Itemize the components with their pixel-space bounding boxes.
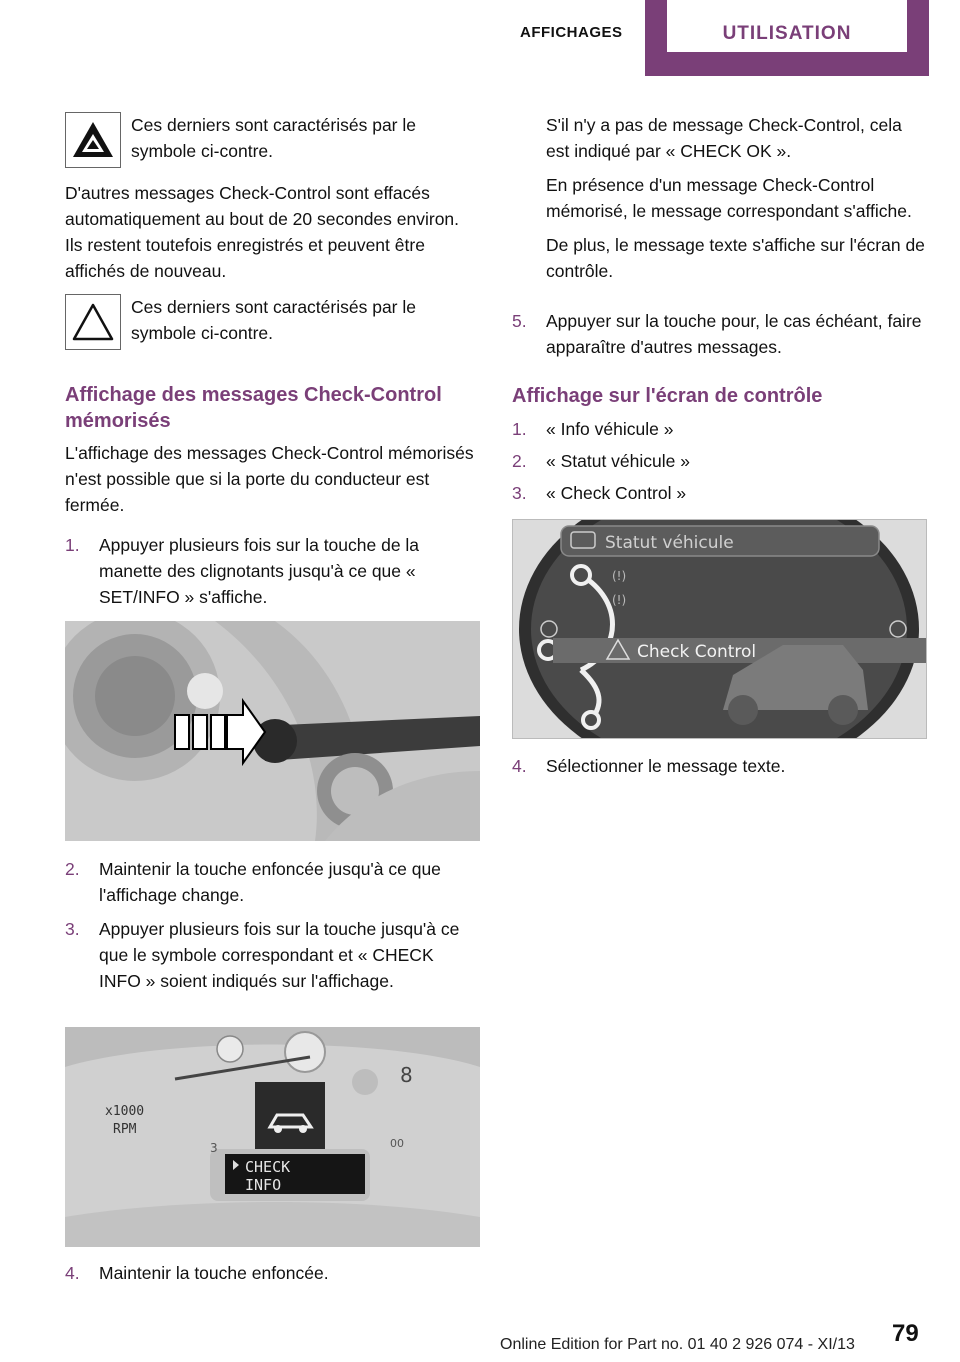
list-number: 2. — [65, 859, 80, 879]
list-item — [512, 416, 930, 444]
warning-filled-icon — [65, 112, 121, 168]
cluster-display-line-2: INFO — [245, 1176, 282, 1194]
list-number: 4. — [512, 756, 527, 776]
screen-title: Statut véhicule — [605, 533, 734, 553]
list-number: 1. — [65, 535, 80, 555]
list-item — [65, 532, 477, 612]
section-title: AFFICHAGES — [520, 24, 623, 41]
list-item — [65, 1260, 477, 1288]
list-text: « Statut véhicule » — [546, 451, 690, 471]
list-number: 4. — [65, 1263, 80, 1283]
instrument-cluster-photo — [65, 1027, 480, 1247]
list-number: 3. — [65, 919, 80, 939]
warning-outline-icon — [65, 294, 121, 350]
list-text: Sélectionner le message texte. — [546, 756, 786, 776]
chapter-tab — [645, 0, 929, 76]
list-item — [512, 308, 930, 362]
list-item — [512, 753, 930, 781]
paragraph-check-ok: S'il n'y a pas de message Check-Control, cela est indiqué par « CHECK OK ». — [546, 115, 902, 161]
list-item — [65, 856, 477, 910]
list-item — [512, 480, 930, 508]
section-heading-stored-messages: Affichage des messages Check-Control mémorisés — [65, 384, 442, 432]
list-item — [65, 916, 477, 1022]
cluster-label-rpm: RPM — [113, 1122, 137, 1137]
steering-lever-photo — [65, 621, 480, 841]
svg-text:00: 00 — [390, 1137, 404, 1150]
svg-text:(!): (!) — [612, 569, 627, 583]
list-text: « Info véhicule » — [546, 419, 674, 439]
symbol-caption-1: Ces derniers sont caractérisés par le symbole ci-contre. — [131, 115, 416, 161]
svg-text:3: 3 — [210, 1141, 218, 1155]
page-footer — [0, 1320, 960, 1360]
list-text: Maintenir la touche enfoncée. — [99, 1263, 329, 1283]
warning-symbol-row-1 — [65, 112, 475, 172]
list-text: Appuyer sur la touche pour, le cas échéant, faire apparaître d'autres messages. — [546, 311, 922, 357]
cluster-display-line-1: CHECK — [245, 1158, 291, 1176]
list-number: 5. — [512, 311, 527, 331]
svg-text:(!): (!) — [612, 593, 627, 607]
paragraph-stored-message: En présence d'un message Check-Control mémorisé, le message correspondant s'affiche. — [546, 175, 912, 221]
symbol-caption-2: Ces derniers sont caractérisés par le symbole ci-contre. — [131, 297, 416, 343]
control-display-screen — [512, 519, 927, 739]
svg-text:8: 8 — [400, 1063, 413, 1087]
section-heading-control-display: Affichage sur l'écran de contrôle — [512, 385, 823, 407]
list-number: 3. — [512, 483, 527, 503]
page-number: 79 — [892, 1320, 919, 1347]
paragraph-control-display: De plus, le message texte s'affiche sur l'écran de contrôle. — [546, 235, 925, 281]
edition-note: Online Edition for Part no. 01 40 2 926 074 - XI/13 — [500, 1336, 855, 1353]
cluster-label-x1000: x1000 — [105, 1104, 145, 1119]
list-number: 1. — [512, 419, 527, 439]
list-text: Appuyer plusieurs fois sur la touche de la manette des clignotants jusqu'à ce que « SET/INFO » s'affiche. — [99, 535, 420, 607]
paragraph-intro: L'affichage des messages Check-Control mémorisés n'est possible que si la porte du conducteur est fermée. — [65, 443, 474, 515]
screen-selected-item: Check Control — [637, 642, 757, 662]
list-text: « Check Control » — [546, 483, 687, 503]
list-text: Maintenir la touche enfoncée jusqu'à ce que l'affichage change. — [99, 859, 441, 905]
list-text: Appuyer plusieurs fois sur la touche jusqu'à ce que le symbole correspondant et « CHECK INFO » soient indiqués sur l'affichage. — [99, 919, 460, 991]
list-number: 2. — [512, 451, 527, 471]
chapter-title: UTILISATION — [667, 0, 907, 52]
warning-symbol-row-2 — [65, 294, 475, 354]
list-item — [512, 448, 930, 476]
paragraph-autodelete: D'autres messages Check-Control sont effacés automatiquement au bout de 20 secondes environ. Ils restent toutefois enregistrés et peuvent être affichés de nouveau. — [65, 183, 460, 281]
